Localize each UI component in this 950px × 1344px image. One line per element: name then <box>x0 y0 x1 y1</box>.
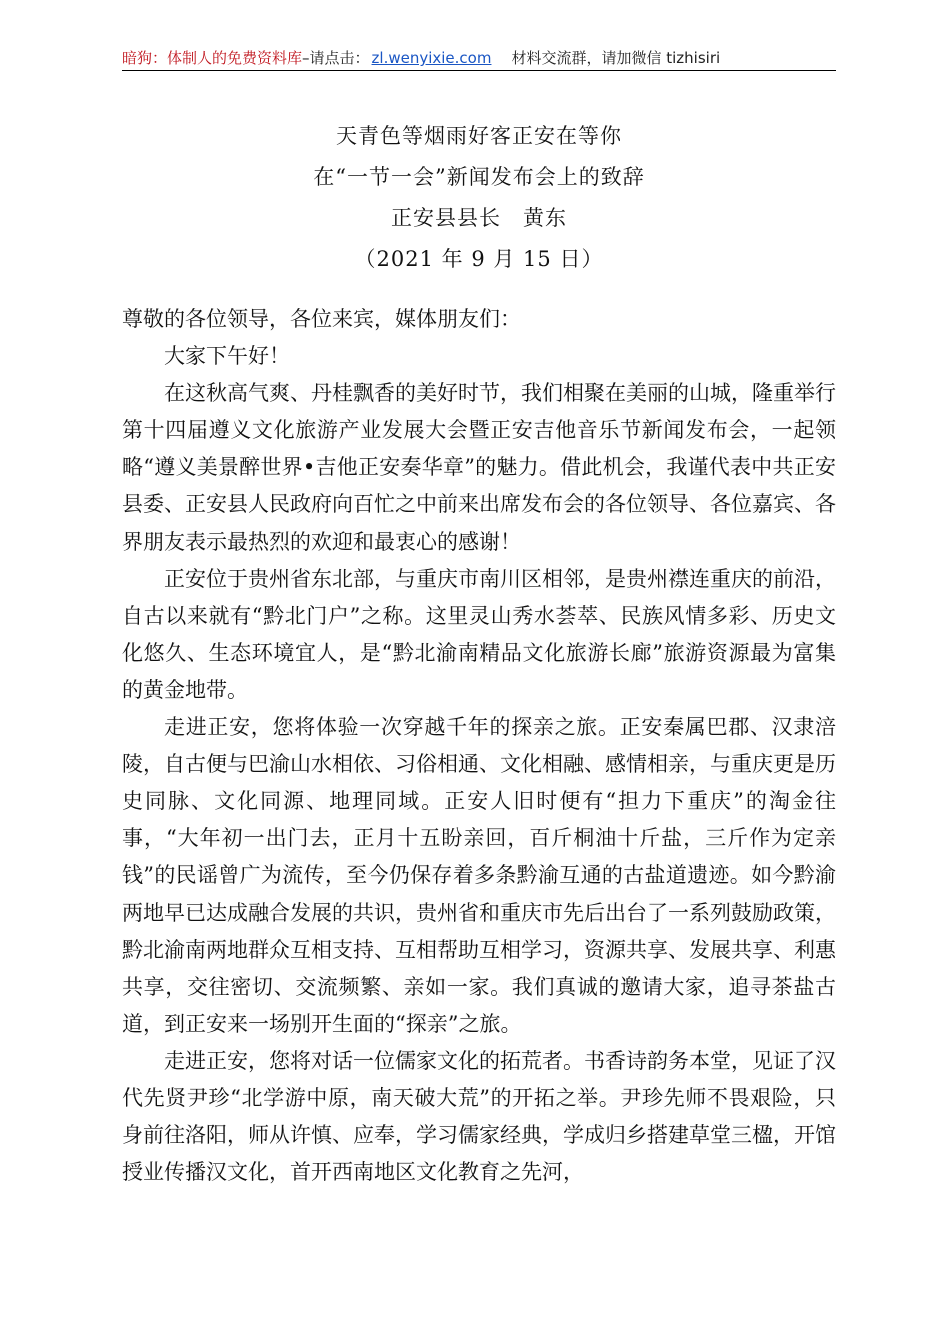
header-link[interactable]: zl.wenyixie.com <box>371 49 492 67</box>
page-header <box>122 46 840 70</box>
header-brand: 暗狗：体制人的免费资料库 <box>122 49 303 67</box>
speech-body <box>122 301 836 1191</box>
document-title: 天青色等烟雨好客正安在等你 <box>336 124 622 148</box>
paragraph: 走进正安，您将体验一次穿越千年的探亲之旅。正安秦属巴郡、汉隶涪陵，自古便与巴渝山水相依、习俗相通、文化相融、感情相亲，与重庆更是历史同脉、文化同源、地理同域。正安人旧时便有“担力下重庆”的淘金往事，“大年初一出门去，正月十五盼亲回，百斤桐油十斤盐，三斤作为定亲钱”的民谣曾广为流传，至今仍保存着多条黔渝互通的古盐道遗迹。如今黔渝两地早已达成融合发展的共识，贵州省和重庆市先后出台了一系列鼓励政策，黔北渝南两地群众互相支持、互相帮助互相学习，资源共享、发展共享、利惠共享，交往密切、交流频繁、亲如一家。我们真诚的邀请大家，追寻茶盐古道，到正安来一场别开生面的“探亲”之旅。 <box>122 715 836 1036</box>
paragraph: 走进正安，您将对话一位儒家文化的拓荒者。书香诗韵务本堂，见证了汉代先贤尹珍“北学游中原，南天破大荒”的开拓之举。尹珍先师不畏艰险，只身前往洛阳，师从许慎、应奉，学习儒家经典，学成归乡搭建草堂三楹，开馆授业传播汉文化，首开西南地区文化教育之先河， <box>122 1048 836 1185</box>
speaker-line <box>122 198 836 239</box>
header-contact: 材料交流群，请加微信 tizhisiri <box>511 49 721 67</box>
salutation: 尊敬的各位领导，各位来宾，媒体朋友们： <box>122 307 521 331</box>
document-subtitle: 在“一节一会”新闻发布会上的致辞 <box>313 165 645 189</box>
header-divider <box>122 70 836 71</box>
paragraph: 在这秋高气爽、丹桂飘香的美好时节，我们相聚在美丽的山城，隆重举行第十四届遵义文化旅游产业发展大会暨正安吉他音乐节新闻发布会，一起领略“遵义美景醉世界•吉他正安奏华章”的魅力。借此机会，我谨代表中共正安县委、正安县人民政府向百忙之中前来出席发布会的各位领导、各位嘉宾、各界朋友表示最热烈的欢迎和最衷心的感谢！ <box>122 381 836 554</box>
speech-date: （2021 年 9 月 15 日） <box>354 247 604 271</box>
speaker-title: 正安县县长 <box>391 206 501 230</box>
greeting: 大家下午好！ <box>164 344 290 369</box>
header-prompt: –请点击： <box>302 49 370 67</box>
title-block <box>122 116 836 280</box>
paragraph: 正安位于贵州省东北部，与重庆市南川区相邻，是贵州襟连重庆的前沿，自古以来就有“黔北门户”之称。这里灵山秀水荟萃、民族风情多彩、历史文化悠久、生态环境宜人，是“黔北渝南精品文化旅游长廊”旅游资源最为富集的黄金地带。 <box>122 566 836 702</box>
speaker-name: 黄东 <box>523 206 567 230</box>
